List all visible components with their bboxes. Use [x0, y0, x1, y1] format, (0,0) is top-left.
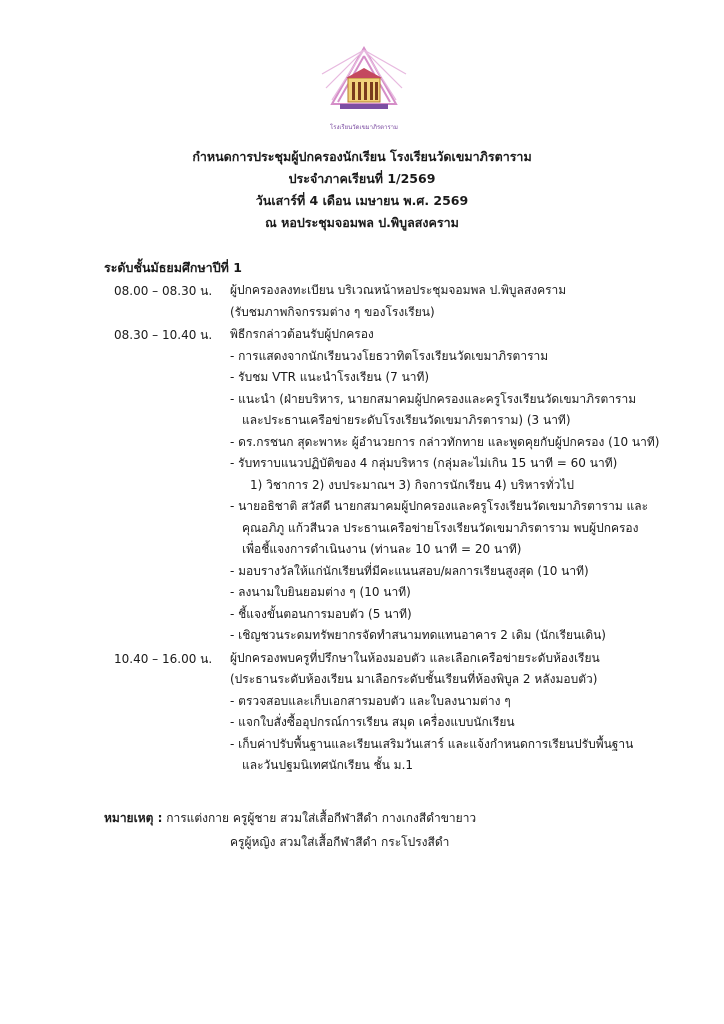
agenda-content [230, 648, 670, 777]
agenda-line: - แจกใบสั่งซื้ออุปกรณ์การเรียน สมุด เครื่องแบบนักเรียน [230, 715, 515, 729]
agenda-line: - เชิญชวนระดมทรัพยากรจัดทำสนามทดแทนอาคาร 2 เดิม (นักเรียนเดิน) [230, 628, 606, 642]
agenda-line: 1) วิชาการ 2) งบประมาณฯ 3) กิจการนักเรียน 4) บริหารทั่วไป [250, 477, 574, 492]
agenda-block [0, 280, 724, 323]
header-line-1: กำหนดการประชุมผู้ปกครองนักเรียน โรงเรียนวัดเขมาภิรตาราม [192, 149, 532, 164]
agenda-line: - รับชม VTR แนะนำโรงเรียน (7 นาที) [230, 370, 430, 384]
note-line-1 [104, 806, 476, 830]
note-text-2: ครูผู้หญิง สวมใส่เสื้อกีฬาสีดำ กระโปรงสีดำ [230, 835, 450, 849]
agenda-line: (ประธานระดับห้องเรียน มาเลือกระดับชั้นเรียนที่ห้องพิบูล 2 หลังมอบตัว) [230, 672, 598, 686]
agenda [0, 280, 724, 777]
logo-caption: โรงเรียนวัดเขมาภิรตาราม [330, 124, 398, 131]
agenda-line: - เก็บค่าปรับพื้นฐานและเรียนเสริมวันเสาร์ และแจ้งกำหนดการเรียนปรับพื้นฐาน [230, 736, 634, 751]
agenda-time: 08.30 – 10.40 น. [114, 328, 213, 342]
header-line-3: วันเสาร์ที่ 4 เดือน เมษายน พ.ศ. 2569 [255, 193, 469, 208]
agenda-line: - ดร.กรชนก สุดะพาหะ ผู้อำนวยการ กล่าวทักทาย และพูดคุยกับผู้ปกครอง (10 นาที) [230, 434, 660, 449]
agenda-content [230, 324, 670, 647]
agenda-line: - มอบรางวัลให้แก่นักเรียนที่มีคะแนนสอบ/ผลการเรียนสูงสุด (10 นาที) [230, 563, 589, 578]
agenda-line: และประธานเครือข่ายระดับโรงเรียนวัดเขมาภิรตาราม) (3 นาที) [242, 413, 571, 427]
agenda-line: - ตรวจสอบและเก็บเอกสารมอบตัว และใบลงนามต่าง ๆ [230, 693, 511, 708]
agenda-line: และวันปฐมนิเทศนักเรียน ชั้น ม.1 [242, 758, 414, 772]
section-title: ระดับชั้นมัธยมศึกษาปีที่ 1 [104, 260, 242, 275]
agenda-block [0, 648, 724, 777]
agenda-content [230, 280, 670, 323]
document-header [0, 146, 724, 234]
agenda-line: ผู้ปกครองลงทะเบียน บริเวณหน้าหอประชุมจอมพล ป.พิบูลสงคราม [230, 283, 567, 297]
agenda-line: - แนะนำ (ฝ่ายบริหาร, นายกสมาคมผู้ปกครองและครูโรงเรียนวัดเขมาภิรตาราม [230, 391, 637, 406]
agenda-line: - รับทราบแนวปฏิบัติของ 4 กลุ่มบริหาร (กลุ่มละไม่เกิน 15 นาที = 60 นาที) [230, 456, 618, 470]
header-line-4: ณ หอประชุมจอมพล ป.พิบูลสงคราม [265, 215, 459, 230]
note-label: หมายเหตุ : [104, 811, 163, 825]
agenda-line: (รับชมภาพกิจกรรมต่าง ๆ ของโรงเรียน) [230, 304, 435, 319]
agenda-line: - ลงนามใบยินยอมต่าง ๆ (10 นาที) [230, 585, 411, 599]
agenda-time: 08.00 – 08.30 น. [114, 284, 213, 298]
agenda-line: - การแสดงจากนักเรียนวงโยธวาทิตโรงเรียนวัดเขมาภิรตาราม [230, 348, 549, 363]
agenda-line: พิธีกรกล่าวต้อนรับผู้ปกครอง [230, 327, 374, 341]
header-line-2: ประจำภาคเรียนที่ 1/2569 [288, 171, 436, 186]
agenda-line: - ชี้แจงขั้นตอนการมอบตัว (5 นาที) [230, 606, 412, 621]
note-text-1: การแต่งกาย ครูผู้ชาย สวมใส่เสื้อกีฬาสีดำ กางเกงสีดำขายาว [162, 811, 477, 825]
agenda-line: ผู้ปกครองพบครูที่ปรึกษาในห้องมอบตัว และเลือกเครือข่ายระดับห้องเรียน [230, 650, 600, 665]
agenda-line: คุณอภิภู แก้วสีนวล ประธานเครือข่ายโรงเรียนวัดเขมาภิรตาราม พบผู้ปกครอง [242, 520, 639, 535]
note [104, 806, 476, 854]
agenda-time: 10.40 – 16.00 น. [114, 651, 213, 666]
agenda-line: เพื่อชี้แจงการดำเนินงาน (ท่านละ 10 นาที = 20 นาที) [242, 542, 522, 556]
agenda-block [0, 324, 724, 647]
agenda-line: - นายอธิชาติ สวัสดี นายกสมาคมผู้ปกครองและครูโรงเรียนวัดเขมาภิรตาราม และ [230, 499, 649, 513]
